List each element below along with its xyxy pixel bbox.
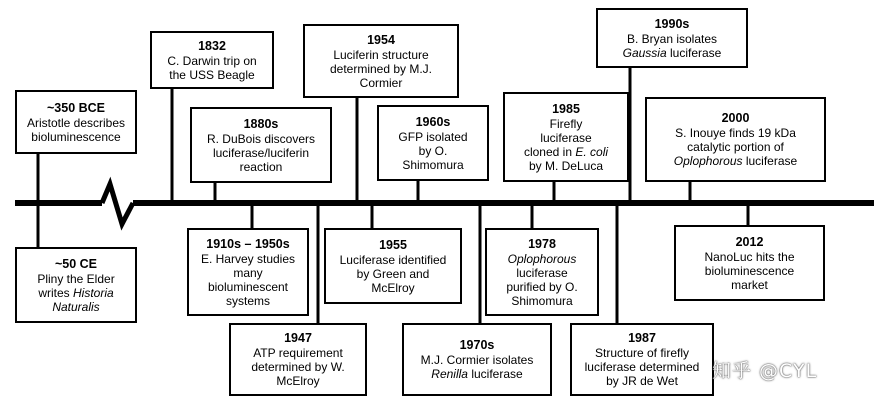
event-text-line bbox=[251, 360, 344, 374]
event-year: 1987 bbox=[628, 331, 656, 345]
event-text-line bbox=[674, 154, 797, 168]
event-text: M.J. Cormier isolates bbox=[420, 353, 534, 367]
event-text-line bbox=[675, 126, 796, 140]
event-text: E. coli bbox=[575, 144, 609, 159]
event-text-line bbox=[240, 160, 283, 174]
event-text-line bbox=[585, 360, 700, 374]
event-year: 1955 bbox=[379, 237, 407, 252]
event-text: purified by O. bbox=[506, 279, 578, 294]
event-text: market bbox=[731, 277, 768, 292]
event-text: B. Bryan isolates bbox=[626, 31, 718, 46]
event-text: Cormier bbox=[359, 75, 403, 90]
event-year: 1985 bbox=[552, 101, 580, 116]
event-box-2012 bbox=[674, 225, 825, 301]
event-text-line bbox=[627, 32, 717, 46]
event-text-line bbox=[421, 353, 534, 367]
event-text-line bbox=[705, 264, 794, 278]
event-box-1954 bbox=[303, 24, 459, 98]
event-text: reaction bbox=[239, 159, 283, 174]
event-text: Pliny the Elder bbox=[37, 271, 115, 286]
event-box-1985 bbox=[503, 92, 629, 182]
event-text: luciferase bbox=[467, 367, 523, 381]
event-text: writes bbox=[38, 285, 73, 300]
event-text: luciferase bbox=[666, 45, 722, 60]
event-year: 1910s – 1950s bbox=[206, 236, 290, 251]
event-text: bioluminescent bbox=[207, 279, 289, 294]
event-box-1832 bbox=[150, 31, 274, 89]
event-year: 1970s bbox=[459, 338, 495, 352]
event-text: systems bbox=[225, 293, 270, 308]
event-year: 2012 bbox=[735, 234, 764, 249]
event-box-1960s bbox=[377, 105, 489, 181]
event-year: 1978 bbox=[528, 236, 556, 251]
event-text: Oplophorous bbox=[507, 251, 577, 266]
event-text: Shimomura bbox=[402, 157, 464, 172]
event-box-1987 bbox=[570, 323, 714, 396]
event-text-line bbox=[360, 76, 403, 90]
event-text-line bbox=[516, 266, 567, 280]
event-text-line bbox=[529, 159, 603, 173]
event-text: Renilla bbox=[431, 367, 468, 381]
event-text-line bbox=[506, 280, 577, 294]
event-text-line bbox=[511, 294, 572, 308]
event-text-line bbox=[201, 252, 295, 266]
event-text: Luciferin structure bbox=[333, 47, 429, 62]
event-text-line bbox=[398, 130, 467, 144]
event-text-line bbox=[226, 294, 270, 308]
event-text-line bbox=[595, 346, 689, 360]
event-text-line bbox=[208, 280, 288, 294]
event-text: determined by M.J. bbox=[329, 61, 433, 76]
event-text: determined by W. bbox=[251, 360, 345, 374]
event-text: cloned in bbox=[523, 144, 576, 159]
event-text: GFP isolated bbox=[398, 129, 468, 144]
event-box-2000 bbox=[645, 97, 826, 182]
event-text: Luciferase identified bbox=[339, 252, 447, 267]
event-text: S. Inouye finds 19 kDa bbox=[675, 126, 796, 140]
event-text: many bbox=[233, 265, 263, 280]
event-text-line bbox=[37, 272, 114, 286]
event-text-line bbox=[508, 252, 577, 266]
event-text-line bbox=[167, 54, 256, 68]
event-box-1970s bbox=[402, 323, 552, 396]
event-text: by M. DeLuca bbox=[528, 158, 604, 173]
event-year: 2000 bbox=[721, 111, 750, 125]
event-text: luciferase bbox=[540, 130, 592, 145]
event-year: ~50 CE bbox=[54, 256, 98, 271]
event-text: luciferase/luciferin bbox=[212, 145, 310, 160]
event-text: E. Harvey studies bbox=[200, 251, 296, 266]
event-year: 1960s bbox=[415, 114, 451, 129]
event-text: Oplophorous bbox=[673, 154, 743, 168]
event-text-line bbox=[431, 367, 522, 381]
event-text: catalytic portion of bbox=[687, 140, 784, 154]
event-text: ATP requirement bbox=[253, 346, 343, 360]
event-text-line bbox=[623, 46, 722, 60]
event-text: by JR de Wet bbox=[606, 374, 678, 388]
event-text: NanoLuc hits the bbox=[704, 249, 795, 264]
event-text: luciferase bbox=[516, 265, 568, 280]
event-text-line bbox=[371, 281, 414, 295]
event-year: 1880s bbox=[243, 116, 279, 131]
event-text: bioluminescence bbox=[31, 129, 121, 144]
event-text: Aristotle describes bbox=[26, 115, 126, 130]
event-text: by Green and bbox=[356, 266, 430, 281]
event-text: C. Darwin trip on bbox=[167, 53, 257, 68]
event-text-line bbox=[52, 300, 99, 314]
event-text-line bbox=[357, 267, 430, 281]
timeline-break-zigzag bbox=[102, 184, 133, 224]
event-text-line bbox=[233, 266, 262, 280]
event-box-1910s bbox=[187, 228, 309, 316]
event-text-line bbox=[704, 250, 794, 264]
event-text: luciferase bbox=[742, 154, 798, 168]
event-text-line bbox=[731, 278, 768, 292]
event-text-line bbox=[524, 145, 608, 159]
event-text: the USS Beagle bbox=[169, 67, 255, 82]
event-text-line bbox=[27, 116, 125, 130]
event-text-line bbox=[31, 130, 120, 144]
event-text: Gaussia bbox=[622, 45, 667, 60]
event-text: McElroy bbox=[371, 280, 415, 295]
event-year: 1954 bbox=[367, 32, 395, 47]
watermark: 知乎 @CYL bbox=[712, 360, 818, 382]
event-text: by O. bbox=[418, 143, 448, 158]
event-box-50ce bbox=[15, 247, 137, 323]
event-box-1880s bbox=[190, 107, 332, 183]
event-text-line bbox=[419, 144, 448, 158]
event-box-1947 bbox=[229, 323, 367, 396]
event-text: luciferase determined bbox=[584, 360, 700, 374]
event-text-line bbox=[213, 146, 309, 160]
event-year: 1947 bbox=[284, 331, 312, 345]
event-text: Naturalis bbox=[52, 299, 100, 314]
event-text-line bbox=[606, 374, 678, 388]
event-text-line bbox=[330, 62, 432, 76]
event-text-line bbox=[550, 117, 583, 131]
event-box-1978 bbox=[485, 228, 599, 316]
event-text-line bbox=[340, 253, 447, 267]
event-year: 1990s bbox=[654, 16, 690, 31]
event-box-1955 bbox=[324, 228, 462, 304]
event-text-line bbox=[207, 132, 315, 146]
event-text-line bbox=[276, 374, 319, 388]
event-text: R. DuBois discovers bbox=[206, 131, 316, 146]
event-box-350bce bbox=[15, 90, 137, 154]
event-text: Structure of firefly bbox=[594, 346, 690, 360]
event-text-line bbox=[253, 346, 343, 360]
event-text-line bbox=[540, 131, 591, 145]
event-text-line bbox=[38, 286, 113, 300]
event-text-line bbox=[333, 48, 428, 62]
event-text: Shimomura bbox=[511, 293, 573, 308]
event-text-line bbox=[687, 140, 784, 154]
event-text: bioluminescence bbox=[704, 263, 795, 278]
event-year: 1832 bbox=[198, 38, 226, 53]
event-text-line bbox=[169, 68, 254, 82]
event-text: Historia bbox=[72, 285, 114, 300]
event-text-line bbox=[402, 158, 463, 172]
event-text: Firefly bbox=[549, 116, 583, 131]
event-box-1990s bbox=[596, 8, 748, 68]
event-year: ~350 BCE bbox=[46, 100, 106, 115]
event-text: McElroy bbox=[276, 374, 320, 388]
